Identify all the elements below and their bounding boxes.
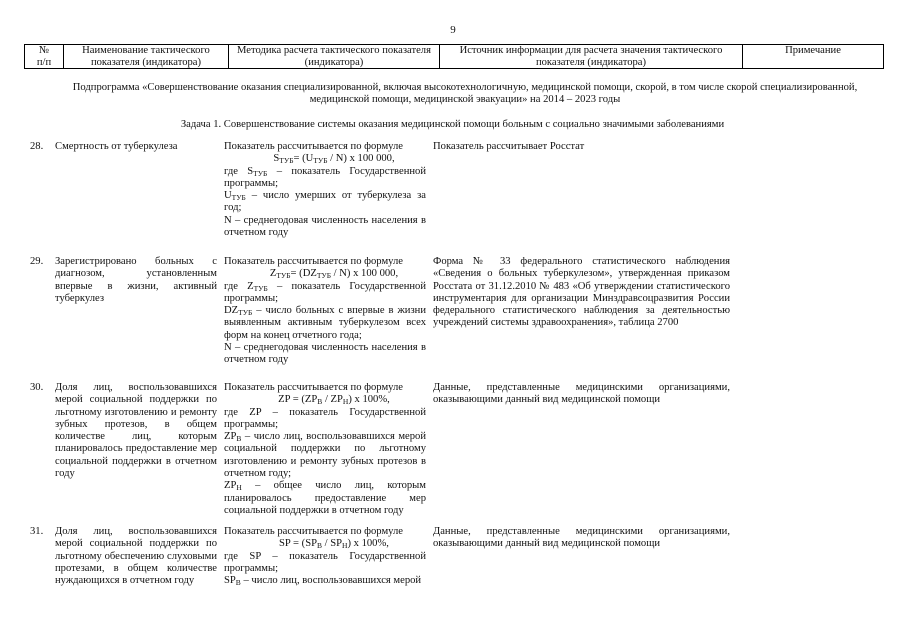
method-text: где ZP – показатель Государственной программы; [224,406,426,430]
subscript: ТУБ [279,156,294,166]
formula-part: = (SP [290,538,317,550]
method-intro: Показатель рассчитывается по формуле [224,526,403,537]
subscript: ТУБ [313,156,328,166]
method-text: ZP [224,431,237,443]
subscript: ТУБ [316,271,332,281]
method-text: DZ [224,305,239,317]
method-line [224,305,426,342]
row-number: 29. [30,256,44,267]
header-num: № п/п [25,45,64,69]
information-source: Данные, представленные медицинскими организациями, оказывающими данный вид медицинской помощи [433,382,730,406]
method-line [224,190,426,215]
subscript: ТУБ [231,193,246,203]
information-source: Данные, представленные медицинскими организациями, оказывающими данный вид медицинской помощи [433,526,730,550]
subscript: ТУБ [276,271,291,281]
calculation-method [224,382,426,517]
row-number: 30. [30,382,44,393]
subscript: Н [236,483,242,493]
header-source: Источник информации для расчета значения тактического показателя (индикатора) [440,45,743,69]
header-method: Методика расчета тактического показателя (индикатора) [229,45,440,69]
formula [224,538,426,550]
formula [224,394,426,406]
method-line [224,342,426,367]
formula-part: ZP [278,394,291,406]
calculation-method [224,526,426,587]
formula-part: = (U [293,153,314,165]
method-text: – число лиц, воспользовавшихся мерой [240,575,422,587]
formula [224,153,426,165]
method-intro: Показатель рассчитывается по формуле [224,382,403,393]
method-text: – число умерших от туберкулеза за год; [224,190,426,214]
subscript: ТУБ [238,308,253,318]
indicator-name: Зарегистрировано больных с диагнозом, установленным впервые в жизни, активный туберкулез [55,256,217,304]
method-intro: Показатель рассчитывается по формуле [224,141,403,152]
method-line [224,407,426,432]
formula-part: / N) x 100 000, [331,268,399,280]
method-text: – показатель Государственной программы; [224,280,426,304]
indicator-name: Смертность от туберкулеза [55,141,178,152]
method-line [224,166,426,191]
row-number: 31. [30,526,44,537]
information-source: Показатель рассчитывает Росстат [433,141,585,152]
indicator-name: Доля лиц, воспользовавшихся мерой социальной поддержки по льготному изготовлению и ремонту зубных протезов, в общем количестве лиц, которым планировалось предоставление мер социальной поддержки в отчетном году [55,382,217,480]
formula-part: S [273,153,280,165]
subprogram-title: Подпрограмма «Совершенствование оказания специализированной, включая высокотехнологичную, медицинской помощи, скорой, в том числе скорой специализированной, медицинской помощи, медицинской эвакуации» на 2014 – 2023 годы [72,82,858,106]
method-text: N – среднегодовая численность населения в отчетном году [224,342,426,366]
subscript: В [317,541,323,551]
formula-part: / N) x 100 000, [327,153,395,165]
formula-part: ) x 100%, [347,538,389,550]
subscript: ТУБ [253,168,268,178]
method-text: – показатель Государственной программы; [224,165,427,189]
method-text: SP [224,575,236,587]
header-name: Наименование тактического показателя (индикатора) [64,45,229,69]
subscript: ТУБ [253,283,268,293]
method-text: где SP – показатель Государственной программы; [224,550,426,574]
method-line [224,575,426,587]
calculation-method [224,141,426,239]
calculation-method [224,256,426,367]
formula-part: = (ZP [290,394,318,406]
indicator-name: Доля лиц, воспользовавшихся мерой социальной поддержки по льготному обеспечению слуховыми протезами, в общем количестве нуждающихся в отчетном году [55,526,217,587]
method-text: N – среднегодовая численность населения в отчетном году [224,214,426,239]
subscript: В [236,434,242,444]
method-text: ZP [224,480,237,492]
method-text: где S [224,165,254,177]
formula-part: / SP [322,538,343,550]
method-line [224,215,426,240]
subscript: В [317,397,323,407]
method-text: U [224,190,232,202]
method-text: – число больных с впервые в жизни выявленным активным туберкулезом всех форм на конец отчетного года; [224,305,426,341]
table-header [24,44,884,69]
method-text: – общее число лиц, которым планировалось предоставление мер социальной поддержки в отчетном году [224,480,426,516]
formula-part: = (DZ [290,268,317,280]
formula [224,268,426,280]
information-source: Форма № 33 федерального статистического наблюдения «Сведения о больных туберкулезом», утвержденная приказом Росстата от 31.12.2010 № 483 «Об утверждении статистического инструментария для организации Минздравсоцразвития России федерального статистического наблюдения за деятельностью учреждений системы здравоохранения», таблица 2700 [433,256,730,329]
method-text: где Z [224,280,254,292]
subscript: Н [342,541,348,551]
subscript: Н [342,397,349,407]
method-line [224,551,426,576]
task-title: Задача 1. Совершенствование системы оказания медицинской помощи больным с социально значимыми заболеваниями [180,119,725,130]
method-line [224,480,426,517]
formula-part: / ZP [322,394,343,406]
page-number: 9 [450,24,456,36]
row-number: 28. [30,141,44,152]
method-line [224,431,426,480]
method-text: – число лиц, воспользовавшихся мерой социальной поддержки по льготному изготовлению и ремонту зубных протезов в отчетном году; [224,431,426,480]
method-intro: Показатель рассчитывается по формуле [224,256,403,267]
formula-part: ) x 100%, [348,394,390,406]
subscript: В [235,578,241,588]
formula-part: Z [269,268,277,280]
formula-part: SP [279,538,291,550]
header-note: Примечание [743,45,884,69]
method-line [224,281,426,306]
